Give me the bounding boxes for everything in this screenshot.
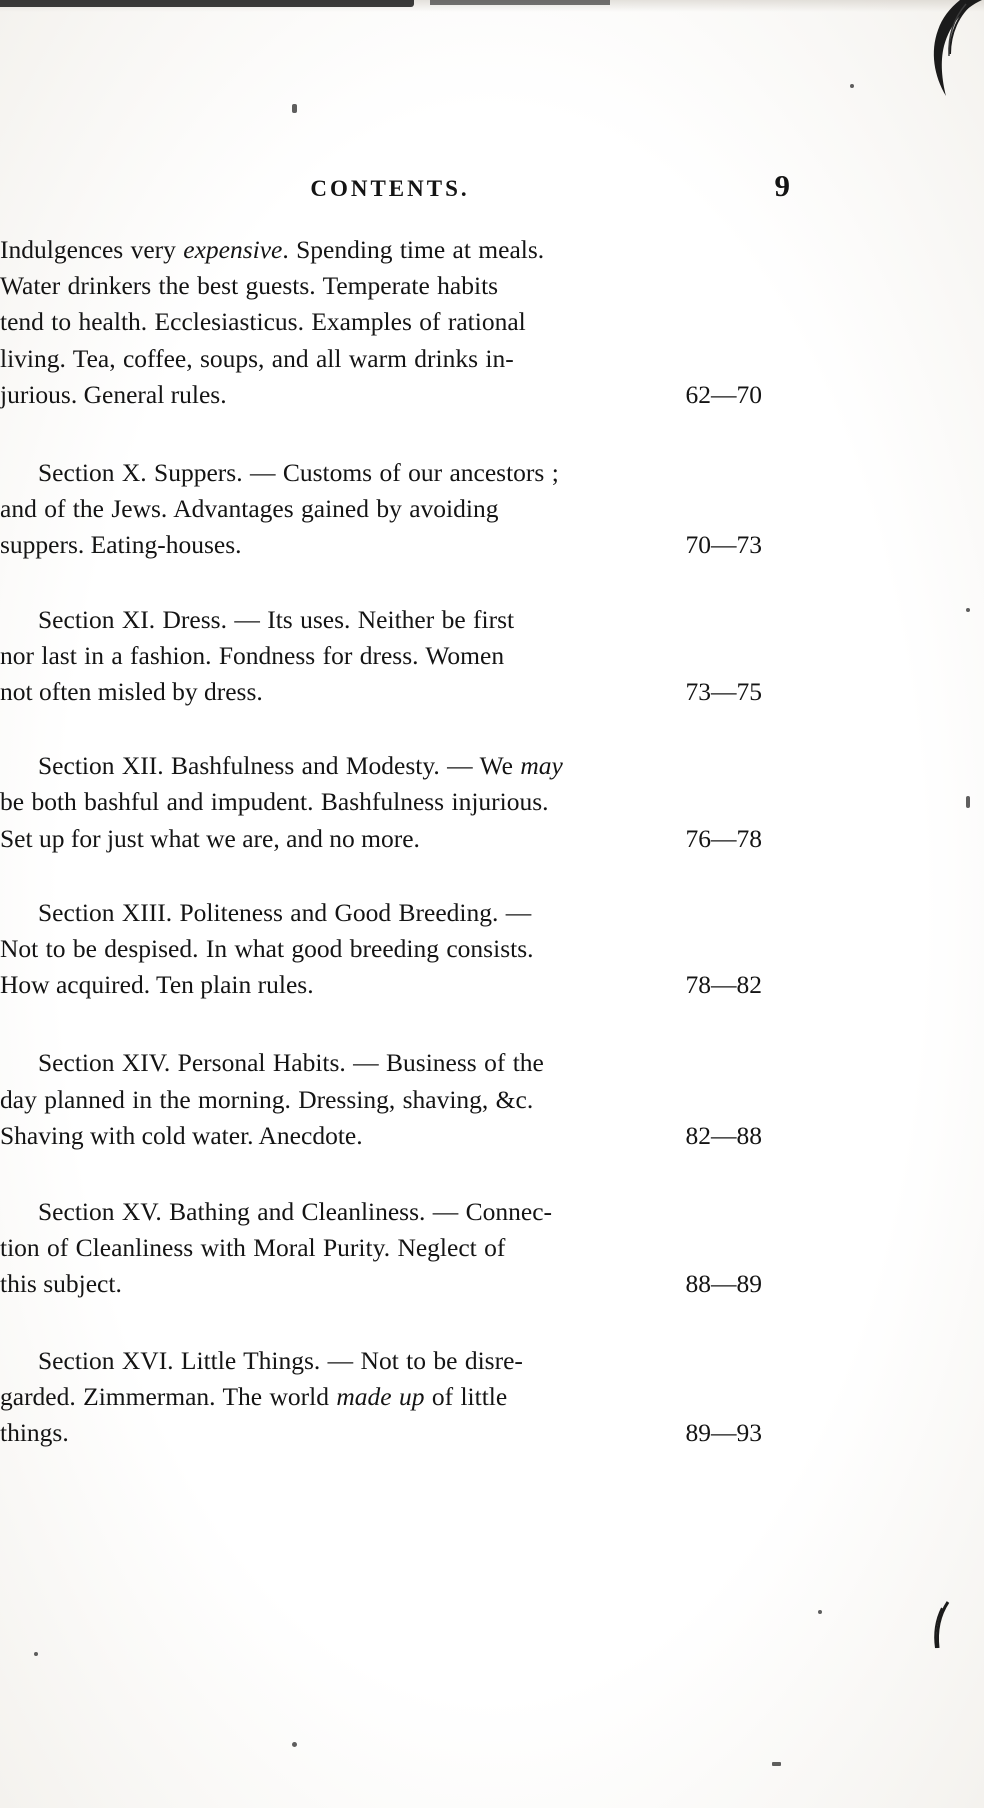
entry-page-range: 88—89	[685, 1269, 762, 1299]
entry-line-1	[0, 455, 790, 491]
entry-line-3: this subject.	[0, 1269, 122, 1299]
entry-line-2: Water drinkers the best guests. Temperate habits	[0, 271, 499, 301]
entry-line-2-italic: made up	[336, 1381, 425, 1411]
entry-line-1-text: Section XI. Dress. — Its uses. Neither be first	[38, 604, 515, 634]
entry-line-1-text: Section XIII. Politeness and Good Breeding. —	[38, 897, 532, 927]
page-title: CONTENTS.	[310, 176, 470, 201]
page-header	[0, 168, 790, 204]
entry-page-range: 76—78	[685, 823, 762, 853]
entry-line-1	[0, 895, 790, 931]
toc-entries-list	[0, 232, 790, 1479]
entry-page-range: 70—73	[685, 530, 762, 560]
toc-entry-section-xiii	[0, 895, 790, 1004]
entry-page-range: 62—70	[685, 379, 762, 409]
entry-line-5: jurious. General rules.	[0, 379, 227, 409]
entry-page-range: 89—93	[685, 1418, 762, 1448]
entry-line-4: living. Tea, coffee, soups, and all warm drinks in-	[0, 343, 514, 373]
entry-line-3: Shaving with cold water. Anecdote.	[0, 1120, 363, 1150]
entry-line-1-text: Section XIV. Personal Habits. — Business of the	[38, 1048, 544, 1078]
entry-text	[0, 232, 790, 268]
entry-page-range: 73—75	[685, 677, 762, 707]
entry-line-2	[0, 1379, 790, 1415]
entry-line-1-italic: may	[520, 751, 563, 781]
entry-line-1	[0, 748, 790, 784]
entry-tail	[0, 1266, 790, 1302]
toc-entry-section-xvi	[0, 1343, 790, 1452]
entry-line-3: How acquired. Ten plain rules.	[0, 970, 314, 1000]
entry-line-3: Set up for just what we are, and no more.	[0, 823, 420, 853]
entry-line-1-text: Section XV. Bathing and Cleanliness. — Connec-	[38, 1197, 553, 1227]
entry-line-1-text: Section X. Suppers. — Customs of our ancestors ;	[38, 458, 559, 488]
page-number: 9	[774, 168, 790, 203]
entry-line-3: suppers. Eating-houses.	[0, 530, 242, 560]
entry-line-2: day planned in the morning. Dressing, shaving, &c.	[0, 1084, 534, 1114]
toc-entry-section-xi	[0, 602, 790, 711]
entry-line-3: things.	[0, 1418, 69, 1448]
entry-line-1b: . Spending time at meals.	[282, 235, 545, 264]
entry-line-2b: of little	[424, 1381, 508, 1411]
toc-entry-section-x	[0, 455, 790, 564]
entry-tail	[0, 821, 790, 857]
entry-line-2: nor last in a fashion. Fondness for dress. Women	[0, 640, 505, 670]
entry-tail	[0, 1118, 790, 1154]
entry-line-2: and of the Jews. Advantages gained by avoiding	[0, 494, 499, 524]
entry-line-1	[0, 1045, 790, 1081]
entry-line-2: be both bashful and impudent. Bashfulness injurious.	[0, 787, 549, 817]
toc-entry-section-xiv	[0, 1045, 790, 1154]
entry-tail	[0, 527, 790, 563]
entry-line-1-italic: expensive	[183, 235, 283, 264]
entry-line-3: not often misled by dress.	[0, 677, 263, 707]
toc-entry-section-xii	[0, 748, 790, 857]
entry-page-range: 78—82	[685, 970, 762, 1000]
entry-line-1-text: Section XII. Bashfulness and Modesty. — We	[38, 751, 521, 781]
entry-line-1	[0, 602, 790, 638]
entry-tail	[0, 377, 790, 413]
entry-line-3: tend to health. Ecclesiasticus. Examples of rational	[0, 307, 526, 337]
entry-line-2: tion of Cleanliness with Moral Purity. Neglect of	[0, 1233, 506, 1263]
entry-line-1a: Indulgences very	[0, 235, 184, 264]
toc-entry-section-xv	[0, 1194, 790, 1303]
entry-page-range: 82—88	[685, 1120, 762, 1150]
toc-entry-continued	[0, 232, 790, 413]
entry-line-2a: garded. Zimmerman. The world	[0, 1381, 337, 1411]
entry-tail	[0, 967, 790, 1003]
entry-tail	[0, 674, 790, 710]
entry-line-1-text: Section XVI. Little Things. — Not to be disre-	[38, 1345, 523, 1375]
entry-line-1	[0, 1194, 790, 1230]
entry-tail	[0, 1415, 790, 1451]
entry-line-2: Not to be despised. In what good breeding consists.	[0, 934, 534, 964]
entry-line-1	[0, 1343, 790, 1379]
